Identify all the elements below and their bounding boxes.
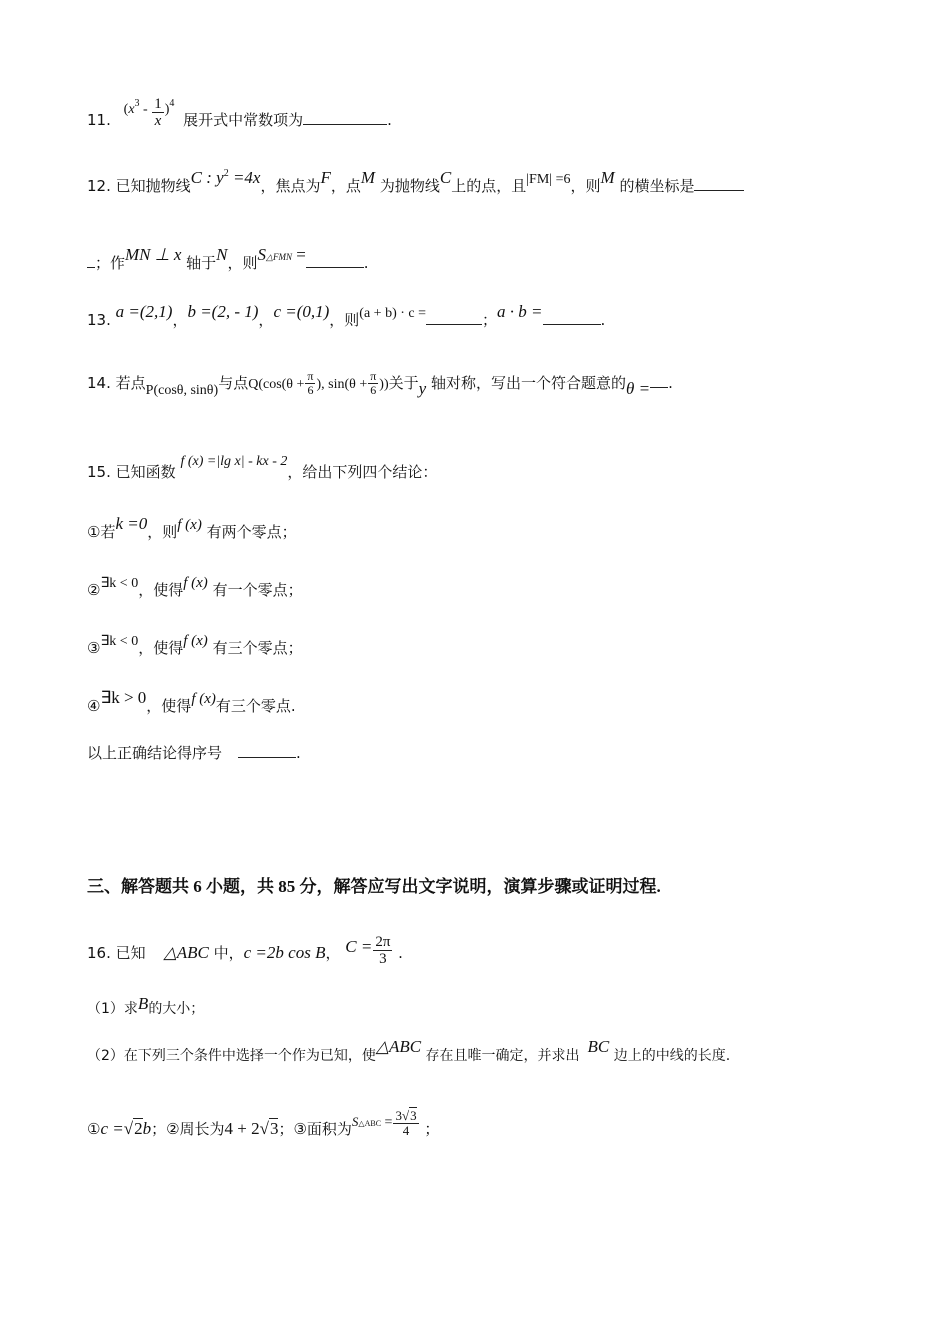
question-16: 16. 已知 △ABC 中，c =2b cos B， C = $\frac{2\pi}{3}$ . [87,934,403,967]
q11-text: 展开式中常数项为 [183,111,304,129]
question-14: 14. 若点P(cosθ, sinθ)与点Q(cos(θ + $\frac{\pi}{6}$ ), sin(θ + $\frac{\pi}{6}$ ))关于y 轴对称，写出一个符合题意的θ = . [87,369,673,398]
answer-blank-15[interactable] [238,743,296,758]
question-16-part-2: （2）在下列三个条件中选择一个作为已知，使△ABC 存在且唯一确定，并求出 BC 边上的中线的长度. [87,1037,731,1064]
section-title: 三、解答题共 6 小题，共 85 分，解答应写出文字说明，演算步骤或证明过程. [87,877,661,896]
answer-prompt-15: 以上正确结论得序号 . [87,744,301,762]
question-13: 13. a =(2,1)，b =(2, - 1)，c =(0,1)，则(a + b) · c = ；a · b = . [87,302,606,329]
conclusion-3: ③∃k < 0，使得f (x) 有三个零点； [87,633,303,657]
question-12-line2: ；作MN ⊥ x 轴于N，则$S^{\triangle FMN}$ = . [87,253,369,275]
question-11: 11. ($x^3$ - $\frac{1}{x}$ )$^4$ 展开式中常数项为 . [87,96,392,129]
conclusion-2: ②∃k < 0，使得f (x) 有一个零点； [87,575,303,599]
answer-blank-12b[interactable] [306,253,364,268]
answer-blank-13a[interactable] [426,310,482,325]
fraction-1-over-x: $\frac{1}{x}$ [154,96,162,129]
question-16-options: ①c =√2b；②周长为4 + 2√3；③面积为$S^{\triangle ABC}$ = $\frac{3√3}{4}$ ； [87,1108,440,1138]
question-15: 15. 已知函数 f (x) =|lg x| - kx - 2，给出下列四个结论： [87,454,438,481]
answer-blank-12a[interactable] [694,176,744,191]
answer-blank-12a-cont[interactable] [87,253,95,268]
conclusion-4: ④∃k > 0，使得f (x)有三个零点. [87,688,296,715]
question-16-part-1: （1）求B的大小； [87,994,205,1017]
answer-blank-13b[interactable] [543,310,601,325]
conclusion-1: ①若k =0，则f (x) 有两个零点； [87,514,297,541]
question-12: 12. 已知抛物线C : $y^2 =4x$，焦点为F，点M 为抛物线C上的点，且|FM| =6，则M 的横坐标是 [87,176,744,199]
answer-blank-14[interactable] [650,379,668,388]
answer-blank-11[interactable] [303,110,387,125]
